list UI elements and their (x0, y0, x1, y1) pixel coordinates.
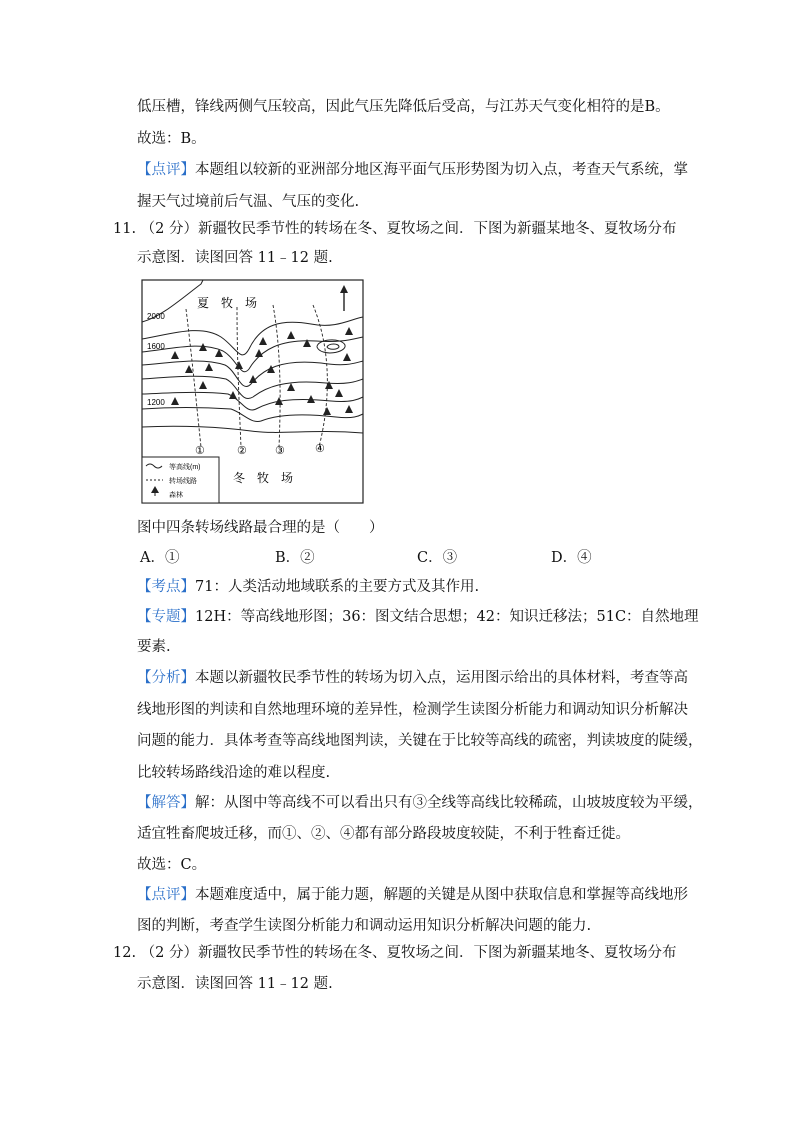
q11-answer: 故选：C。 (137, 857, 207, 873)
pasture-contour-map (141, 279, 364, 504)
jieda-line-1 (137, 793, 703, 813)
prev-review-line-1 (137, 160, 688, 180)
legend-forest-label: 森林 (169, 492, 183, 499)
contour-label-2000: 2000 (147, 312, 165, 321)
legend-contour-label: 等高线(m) (169, 464, 201, 471)
summer-pasture-label: 夏 牧 场 (197, 296, 258, 310)
option-a-value: ① (164, 550, 180, 566)
review-text: 本题组以较新的亚洲部分地区海平面气压形势图为切入点，考查天气系统，掌 (195, 162, 688, 178)
q11-review-line-2: 图的判断，考查学生读图分析能力和调动运用知识分析解决问题的能力. (137, 918, 592, 934)
kaodian-tag: 【考点】 (137, 579, 195, 595)
option-c-letter: C． (417, 550, 443, 566)
q11-question: 图中四条转场线路最合理的是（ ） (137, 520, 384, 536)
option-a-letter: A． (140, 550, 165, 566)
option-b-letter: B． (275, 550, 301, 566)
jieda-text: 解：从图中等高线不可以看出只有③全线等高线比较稀疏，山坡坡度较为平缓， (195, 795, 703, 811)
q12-number: 12. (113, 945, 137, 961)
zhuanti-text: 12H：等高线地形图；36：图文结合思想；42：知识迁移法；51C：自然地理 (195, 609, 699, 625)
zhuanti-line-2: 要素. (137, 639, 171, 655)
option-d-letter: D． (551, 550, 578, 566)
option-c-value: ③ (442, 550, 458, 566)
q11-review-tag: 【点评】 (137, 887, 195, 903)
q11-number: 11. (113, 221, 137, 237)
route-label-1: ① (195, 444, 205, 457)
option-a[interactable] (140, 548, 179, 568)
fenxi-line-2: 线地形图的判读和自然地理环境的差异性，检测学生读图分析能力和调动知识分析解决 (137, 702, 688, 718)
zhuanti-line-1 (137, 607, 699, 627)
prev-answer-choice: 故选：B。 (137, 131, 206, 147)
jieda-tag: 【解答】 (137, 795, 195, 811)
q12-stem-line-2: 示意图．读图回答 11﹣12 题. (137, 976, 333, 992)
kaodian-line (137, 577, 479, 597)
contour-label-1600: 1600 (147, 342, 165, 351)
fenxi-line-1 (137, 668, 688, 688)
prev-answer-line: 低压槽，锋线两侧气压较高，因此气压先降低后受高，与江苏天气变化相符的是B。 (137, 99, 670, 115)
fenxi-tag: 【分析】 (137, 670, 195, 686)
option-b-value: ② (300, 550, 315, 566)
jieda-line-2: 适宜牲畜爬坡迁移，而①、②、④都有部分路段坡度较陡，不利于牲畜迁徙。 (137, 826, 630, 842)
legend-route-label: 转场线路 (169, 478, 197, 485)
q11-stem-line-1 (113, 219, 677, 239)
option-b[interactable] (275, 548, 315, 568)
option-d[interactable] (551, 548, 592, 568)
route-label-2: ② (237, 444, 247, 457)
zhuanti-tag: 【专题】 (137, 609, 195, 625)
prev-review-line-2: 握天气过境前后气温、气压的变化. (137, 194, 360, 210)
q11-stem: （2 分）新疆牧民季节性的转场在冬、夏牧场之间．下图为新疆某地冬、夏牧场分布 (140, 221, 677, 237)
fenxi-text: 本题以新疆牧民季节性的转场为切入点，运用图示给出的具体材料，考查等高 (195, 670, 688, 686)
option-c[interactable] (417, 548, 457, 568)
fenxi-line-4: 比较转场路线沿途的难以程度. (137, 765, 331, 781)
fenxi-line-3: 问题的能力．具体考查等高线地图判读，关键在于比较等高线的疏密，判读坡度的陡缓， (137, 733, 703, 749)
q12-stem-line-1 (113, 943, 677, 963)
route-label-4: ④ (315, 442, 325, 455)
winter-pasture-label: 冬 牧 场 (233, 471, 294, 485)
q12-stem: （2 分）新疆牧民季节性的转场在冬、夏牧场之间．下图为新疆某地冬、夏牧场分布 (140, 945, 677, 961)
kaodian-text: 71：人类活动地域联系的主要方式及其作用. (195, 579, 480, 595)
route-label-3: ③ (275, 444, 285, 457)
q11-review-line-1 (137, 885, 688, 905)
q11-review-text: 本题难度适中，属于能力题，解题的关键是从图中获取信息和掌握等高线地形 (195, 887, 688, 903)
q11-stem-line-2: 示意图．读图回答 11﹣12 题. (137, 250, 333, 266)
option-d-value: ④ (577, 550, 592, 566)
contour-label-1200: 1200 (147, 398, 165, 407)
review-tag: 【点评】 (137, 162, 195, 178)
